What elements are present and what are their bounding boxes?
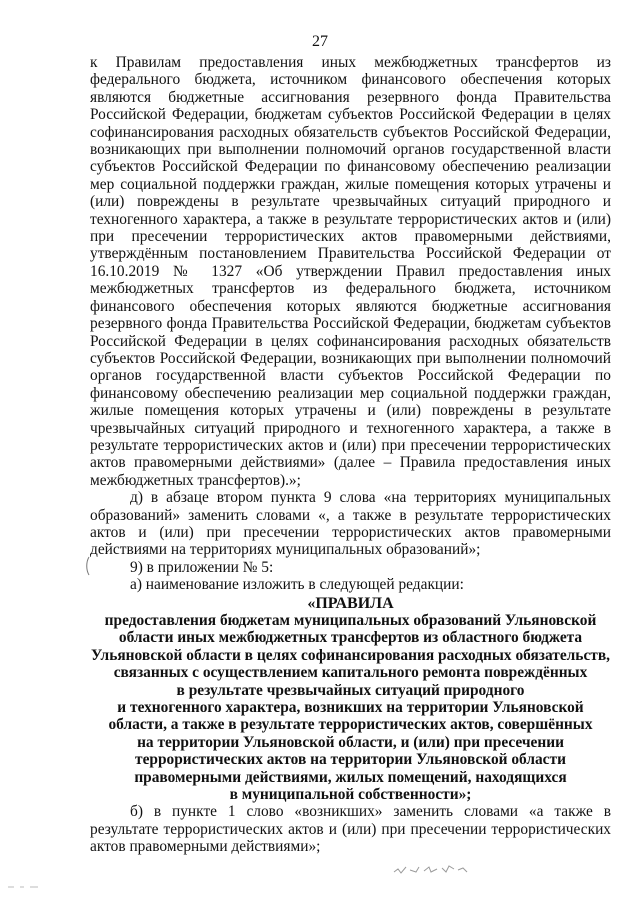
title-line: области иных межбюджетных трансфертов из областного бюджета	[118, 629, 583, 647]
paragraph-item-d: д) в абзаце втором пункта 9 слова «на территориях муниципальных образований» заменить словами «, а также в результате террористических актов и (или) при пресечении террористических актов правомерными действиями на территориях муниципальных образований»;	[90, 489, 611, 559]
title-line: на территории Ульяновской области, и (или) при пресечении	[137, 733, 564, 751]
title-line: предоставления бюджетам муниципальных образований Ульяновской	[104, 612, 597, 629]
title-line: правомерными действиями, жилых помещений, находящихся	[134, 768, 567, 786]
paragraph-item-a: а) наименование изложить в следующей редакции:	[130, 576, 464, 594]
title-line: в муниципальной собственности»;	[229, 786, 472, 804]
paragraph-item-9: 9) в приложении № 5:	[130, 558, 274, 576]
document-body	[90, 54, 611, 856]
title-line: связанных с осуществлением капитального ремонта повреждённых	[113, 664, 588, 682]
margin-mark	[84, 556, 92, 576]
rules-title: «ПРАВИЛА	[307, 594, 394, 612]
title-line: и техногенного характера, возникших на территории Ульяновской	[117, 699, 584, 717]
paragraph-rules-reference: к Правилам предоставления иных межбюджетных трансфертов из федерального бюджета, источником финансового обеспечения которых являются бюджетные ассигнования резервного фонда Правительства Российской Федерации, бюджетам субъектов Российской Федерации в целях софинансирования расходных обязательств субъектов Российской Федерации, возникающих при выполнении полномочий органов государственной власти субъектов Российской Федерации по финансовому обеспечению реализации мер социальной поддержки граждан, жилые помещения которых утрачены и (или) повреждены в результате чрезвычайных ситуаций природного и техногенного характера, а также в результате террористических актов и (или) при пресечении террористических актов правомерными действиями, утверждённым постановлением Правительства Российской Федерации от 16.10.2019 № 1327 «Об утверждении Правил предоставления иных межбюджетных трансфертов из федерального бюджета, источником финансового обеспечения которых являются бюджетные ассигнования резервного фонда Правительства Российской Федерации, бюджетам субъектов Российской Федерации в целях софинансирования расходных обязательств субъектов Российской Федерации, возникающих при выполнении полномочий органов государственной власти субъектов Российской Федерации по финансовому обеспечению реализации мер социальной поддержки граждан, жилые помещения которых утрачены и (или) повреждены в результате чрезвычайных ситуаций природного и техногенного характера, а также в результате террористических актов и (или) при пресечении террористических актов правомерными действиями» (далее – Правила предоставления иных межбюджетных трансфертов).»;	[90, 54, 611, 489]
title-line: Ульяновской области в целях софинансирования расходных обязательств,	[91, 646, 610, 664]
title-line: террористических актов на территории Ульяновской области	[135, 751, 566, 769]
title-line: области, а также в результате террористических актов, совершённых	[108, 716, 593, 734]
paragraph-item-b: б) в пункте 1 слово «возникших» заменить словами «а также в результате террористических актов и (или) при пресечении террористических актов правомерными действиями»;	[90, 803, 611, 856]
scan-artifact	[8, 883, 48, 891]
page-number: 27	[312, 33, 328, 50]
rules-title-block	[90, 612, 611, 803]
title-line: в результате чрезвычайных ситуаций природного	[176, 681, 525, 699]
handwritten-scribble	[392, 858, 472, 880]
